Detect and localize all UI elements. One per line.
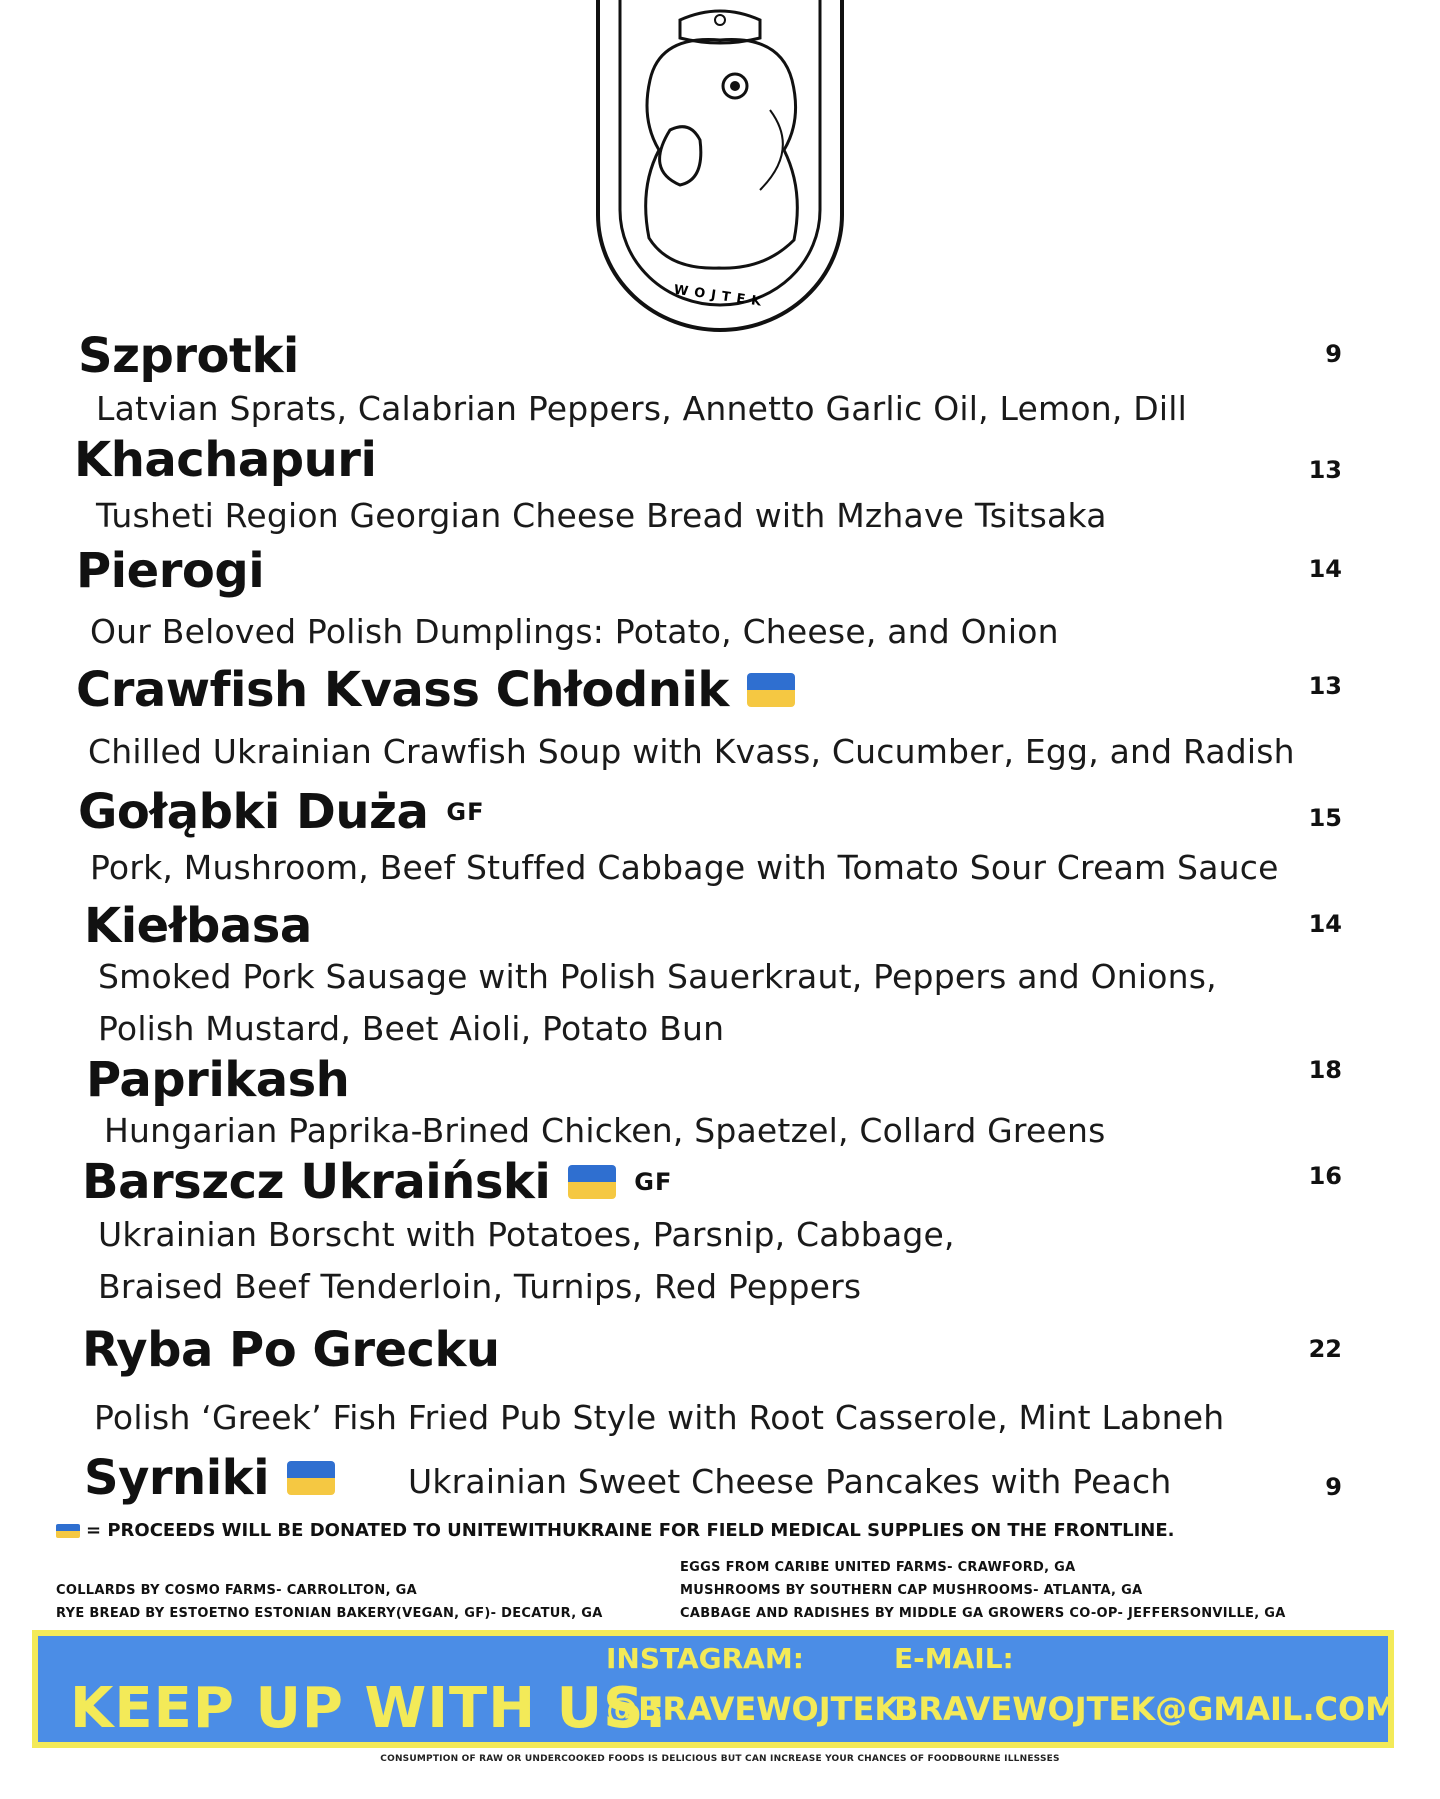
source-line: COLLARDS BY COSMO FARMS- CARROLLTON, GA	[56, 1583, 417, 1598]
menu-item-price: 22	[1308, 1335, 1342, 1363]
menu-item-price: 13	[1308, 456, 1342, 484]
instagram-handle-link[interactable]: @BRAVEWOJTEK	[606, 1690, 900, 1728]
menu-item-name: Ryba Po Grecku	[82, 1322, 500, 1378]
source-line: RYE BREAD BY ESTOETNO ESTONIAN BAKERY(VEGAN, GF)- DECATUR, GA	[56, 1606, 603, 1621]
source-line: EGGS FROM CARIBE UNITED FARMS- CRAWFORD, GA	[680, 1560, 1076, 1575]
logo-text: WOJTEK	[672, 282, 769, 311]
menu-item-name: Szprotki	[78, 328, 299, 384]
menu-item-name: Pierogi	[76, 543, 265, 599]
source-line: MUSHROOMS BY SOUTHERN CAP MUSHROOMS- ATLANTA, GA	[680, 1583, 1143, 1598]
menu-item-name: Syrniki	[84, 1448, 335, 1508]
menu-item-price: 18	[1308, 1056, 1342, 1084]
ukraine-flag-icon	[747, 673, 795, 707]
menu-item-description: Tusheti Region Georgian Cheese Bread with Mzhave Tsitsaka	[96, 496, 1107, 535]
banner-headline: KEEP UP WITH US:	[70, 1676, 668, 1741]
ukraine-flag-icon	[287, 1461, 335, 1495]
instagram-label: INSTAGRAM:	[606, 1642, 804, 1675]
menu-item-description: Our Beloved Polish Dumplings: Potato, Cheese, and Onion	[90, 612, 1059, 651]
menu-item-name: Khachapuri	[74, 432, 377, 488]
donation-note-text: = PROCEEDS WILL BE DONATED TO UNITEWITHUKRAINE FOR FIELD MEDICAL SUPPLIES ON THE FRONTLINE.	[86, 1520, 1175, 1541]
email-label: E-MAIL:	[894, 1642, 1014, 1675]
menu-item-price: 14	[1308, 555, 1342, 583]
menu-item-description: Smoked Pork Sausage with Polish Sauerkraut, Peppers and Onions,	[98, 957, 1217, 996]
menu-item-price: 13	[1308, 672, 1342, 700]
gluten-free-tag: GF	[634, 1168, 673, 1196]
menu-item-description: Ukrainian Sweet Cheese Pancakes with Peach	[408, 1462, 1172, 1501]
menu-item-description: Polish Mustard, Beet Aioli, Potato Bun	[98, 1009, 725, 1048]
menu-item-price: 15	[1308, 804, 1342, 832]
sources-left	[56, 1579, 603, 1625]
menu-item-description: Polish ‘Greek’ Fish Fried Pub Style with Root Casserole, Mint Labneh	[94, 1398, 1225, 1437]
gluten-free-tag: GF	[446, 798, 485, 826]
ukraine-flag-icon	[56, 1524, 80, 1538]
menu-item-price: 9	[1325, 1473, 1342, 1501]
menu-item-name: Gołąbki Duża GF	[78, 784, 485, 840]
menu-item-description: Pork, Mushroom, Beef Stuffed Cabbage with Tomato Sour Cream Sauce	[90, 848, 1279, 887]
social-banner	[32, 1630, 1397, 1748]
source-line: CABBAGE AND RADISHES BY MIDDLE GA GROWERS CO-OP- JEFFERSONVILLE, GA	[680, 1606, 1286, 1621]
menu-item-name: Paprikash	[86, 1052, 350, 1108]
ukraine-flag-icon	[568, 1165, 616, 1199]
menu-item-price: 16	[1308, 1162, 1342, 1190]
menu-item-description: Chilled Ukrainian Crawfish Soup with Kvass, Cucumber, Egg, and Radish	[88, 732, 1295, 771]
menu-item-price: 9	[1325, 340, 1342, 368]
disclaimer: CONSUMPTION OF RAW OR UNDERCOOKED FOODS IS DELICIOUS BUT CAN INCREASE YOUR CHANCES OF FOODBOURNE ILLNESSES	[380, 1754, 1060, 1764]
menu-item-description: Hungarian Paprika-Brined Chicken, Spaetzel, Collard Greens	[104, 1111, 1106, 1150]
menu-item-description: Ukrainian Borscht with Potatoes, Parsnip, Cabbage,	[98, 1215, 955, 1254]
menu-item-price: 14	[1308, 910, 1342, 938]
menu-item-description: Latvian Sprats, Calabrian Peppers, Annetto Garlic Oil, Lemon, Dill	[96, 389, 1187, 428]
menu-item-name: Barszcz Ukraiński GF	[82, 1154, 673, 1210]
menu-item-description: Braised Beef Tenderloin, Turnips, Red Peppers	[98, 1267, 862, 1306]
menu-item-name: Crawfish Kvass Chłodnik	[76, 660, 795, 720]
donation-note	[56, 1520, 1175, 1541]
sources-right	[680, 1556, 1286, 1625]
email-link[interactable]: BRAVEWOJTEK@GMAIL.COM	[894, 1690, 1397, 1728]
menu-item-name: Kiełbasa	[84, 898, 312, 954]
